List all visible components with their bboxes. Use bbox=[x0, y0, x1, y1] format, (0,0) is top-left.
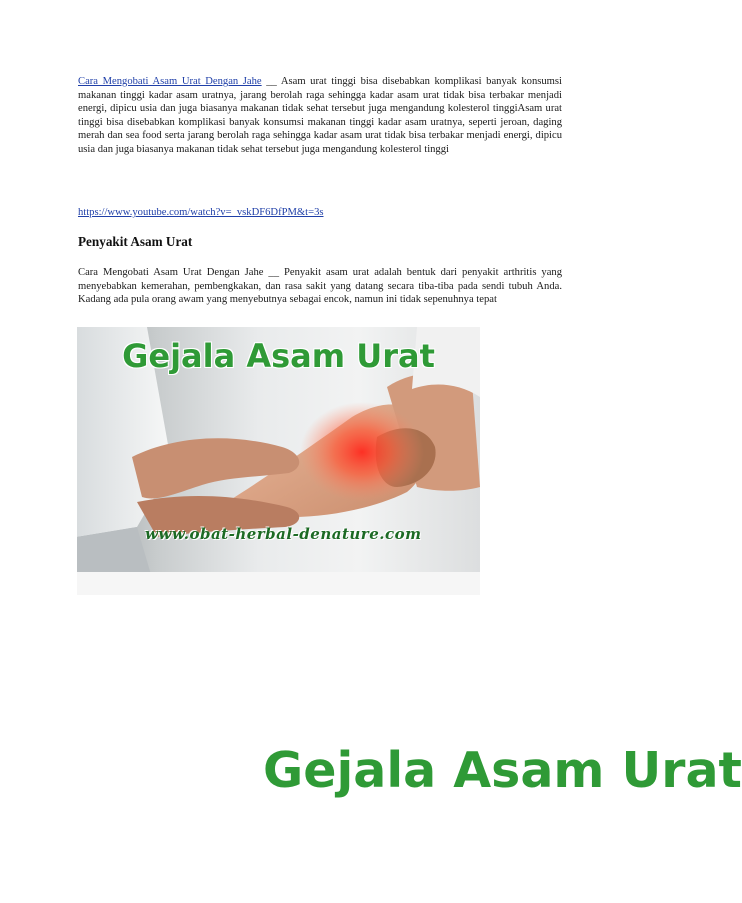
bottom-image-title: Gejala Asam Urat bbox=[263, 742, 742, 799]
intro-body-text: Asam urat tinggi bisa disebabkan komplikasi banyak konsumsi makanan tinggi kadar asam uratnya, jarang berolah raga sehingga kadar asam urat tidak bisa terbakar menjadi energi, dipicu usia dan juga biasanya makanan tidak sehat tersebut juga mengandung kolesterol tinggiAsam urat tinggi bisa disebabkan komplikasi banyak konsumsi makanan tinggi kadar asam uratnya, seperti jeroan, daging merah dan sea food serta jarang berolah raga sehingga kadar asam urat tidak bisa terbakar menjadi energi, dipicu usia dan juga biasanya makanan tidak sehat tersebut juga mengandung kolesterol tinggi bbox=[78, 76, 562, 155]
floor bbox=[77, 572, 480, 595]
image-watermark: www.obat-herbal-denature.com bbox=[145, 525, 422, 543]
youtube-link[interactable]: https://www.youtube.com/watch?v=_vskDF6DfPM&t=3s bbox=[78, 207, 324, 218]
article-title-link[interactable]: Cara Mengobati Asam Urat Dengan Jahe bbox=[78, 76, 262, 87]
section-paragraph: Cara Mengobati Asam Urat Dengan Jahe __ Penyakit asam urat adalah bentuk dari penyakit arthritis yang menyebabkan kemerahan, pembengkakan, dan rasa sakit yang datang secara tiba-tiba pada sendi tubuh Anda. Kadang ada pula orang awam yang menyebutnya sebagai encok, namun ini tidak sepenuhnya tepat bbox=[78, 267, 562, 306]
intro-paragraph bbox=[78, 75, 562, 157]
gout-symptoms-image bbox=[77, 327, 480, 595]
image-title: Gejala Asam Urat bbox=[122, 337, 435, 375]
title-separator: __ bbox=[261, 76, 281, 87]
pain-glow bbox=[300, 402, 424, 502]
section-heading: Penyakit Asam Urat bbox=[78, 234, 193, 249]
